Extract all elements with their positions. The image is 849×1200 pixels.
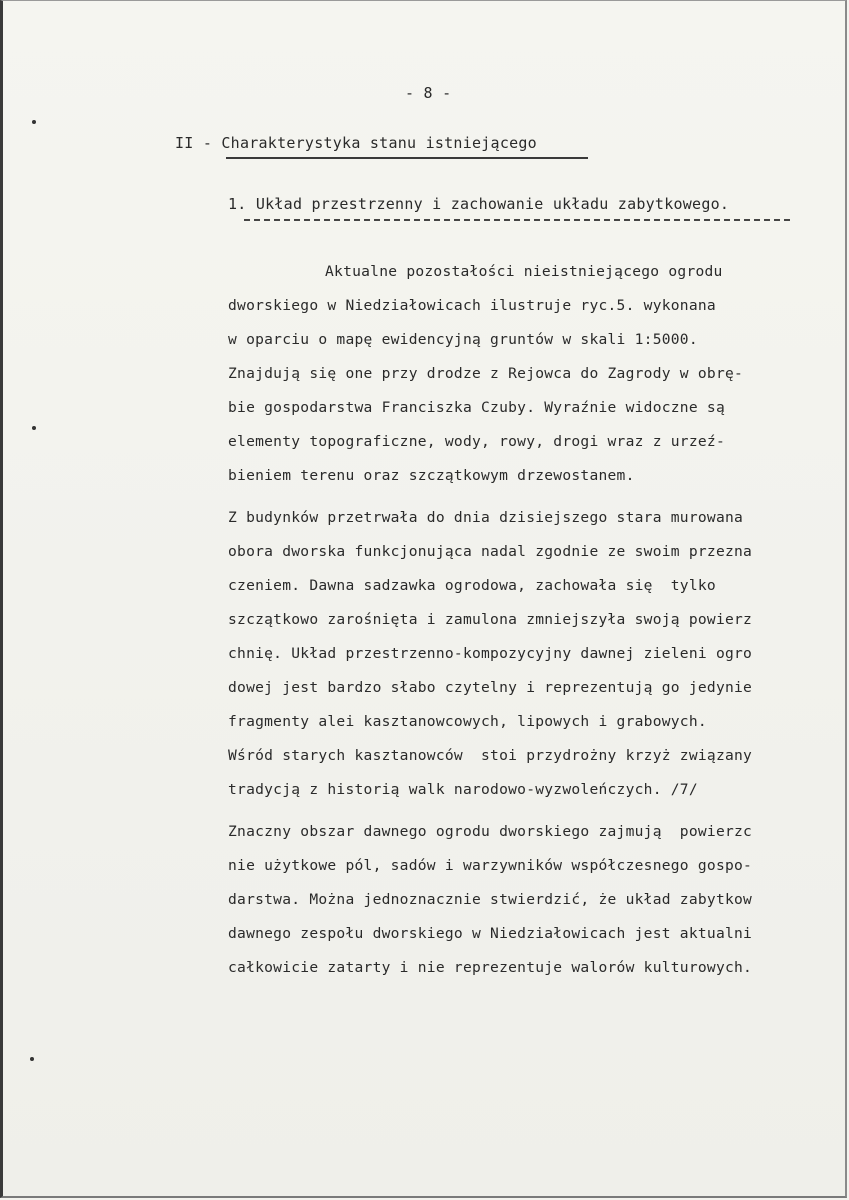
text-line: szczątkowo zarośnięta i zamulona zmniejszyła swoją powierz [228,611,753,628]
text-line: elementy topograficzne, wody, rowy, drogi wraz z urzeź- [228,433,725,450]
text-line: Aktualne pozostałości nieistniejącego ogrodu [325,263,723,280]
section-heading: II - Charakterystyka stanu istniejącego [175,134,537,152]
margin-mark [30,1057,34,1061]
text-line: całkowicie zatarty i nie reprezentuje walorów kulturowych. [228,959,753,976]
text-line: Znaczny obszar dawnego ogrodu dworskiego zajmują powierzc [228,823,753,840]
page-number: - 8 - [405,84,452,102]
margin-mark [32,426,36,430]
text-line: czeniem. Dawna sadzawka ogrodowa, zachowała się tylko [228,577,716,594]
margin-mark [32,120,36,124]
subsection-heading: 1. Układ przestrzenny i zachowanie układu zabytkowego. [228,195,730,213]
text-line: tradycją z historią walk narodowo-wyzwoleńczych. /7/ [228,781,698,798]
text-line: bie gospodarstwa Franciszka Czuby. Wyraźnie widoczne są [228,399,725,416]
text-line: dworskiego w Niedziałowicach ilustruje ryc.5. wykonana [228,297,716,314]
text-line: chnię. Układ przestrzenno-kompozycyjny dawnej zieleni ogro [228,645,753,662]
text-line: obora dworska funkcjonująca nadal zgodnie ze swoim przezna [228,543,753,560]
text-line: bieniem terenu oraz szczątkowym drzewostanem. [228,467,635,484]
text-line: Znajdują się one przy drodze z Rejowca do Zagrody w obrę- [228,365,744,382]
heading-underline [226,157,588,159]
text-line: Wśród starych kasztanowców stoi przydrożny krzyż związany [228,747,753,764]
text-line: fragmenty alei kasztanowcowych, lipowych i grabowych. [228,713,707,730]
text-line: dowej jest bardzo słabo czytelny i reprezentują go jedynie [228,679,753,696]
subheading-dashed-underline [244,219,790,221]
text-line: w oparciu o mapę ewidencyjną gruntów w skali 1:5000. [228,331,698,348]
text-line: Z budynków przetrwała do dnia dzisiejszego stara murowana [228,509,744,526]
text-line: nie użytkowe pól, sadów i warzywników współczesnego gospo- [228,857,753,874]
text-line: darstwa. Można jednoznacznie stwierdzić, że układ zabytkow [228,891,753,908]
text-line: dawnego zespołu dworskiego w Niedziałowicach jest aktualni [228,925,753,942]
